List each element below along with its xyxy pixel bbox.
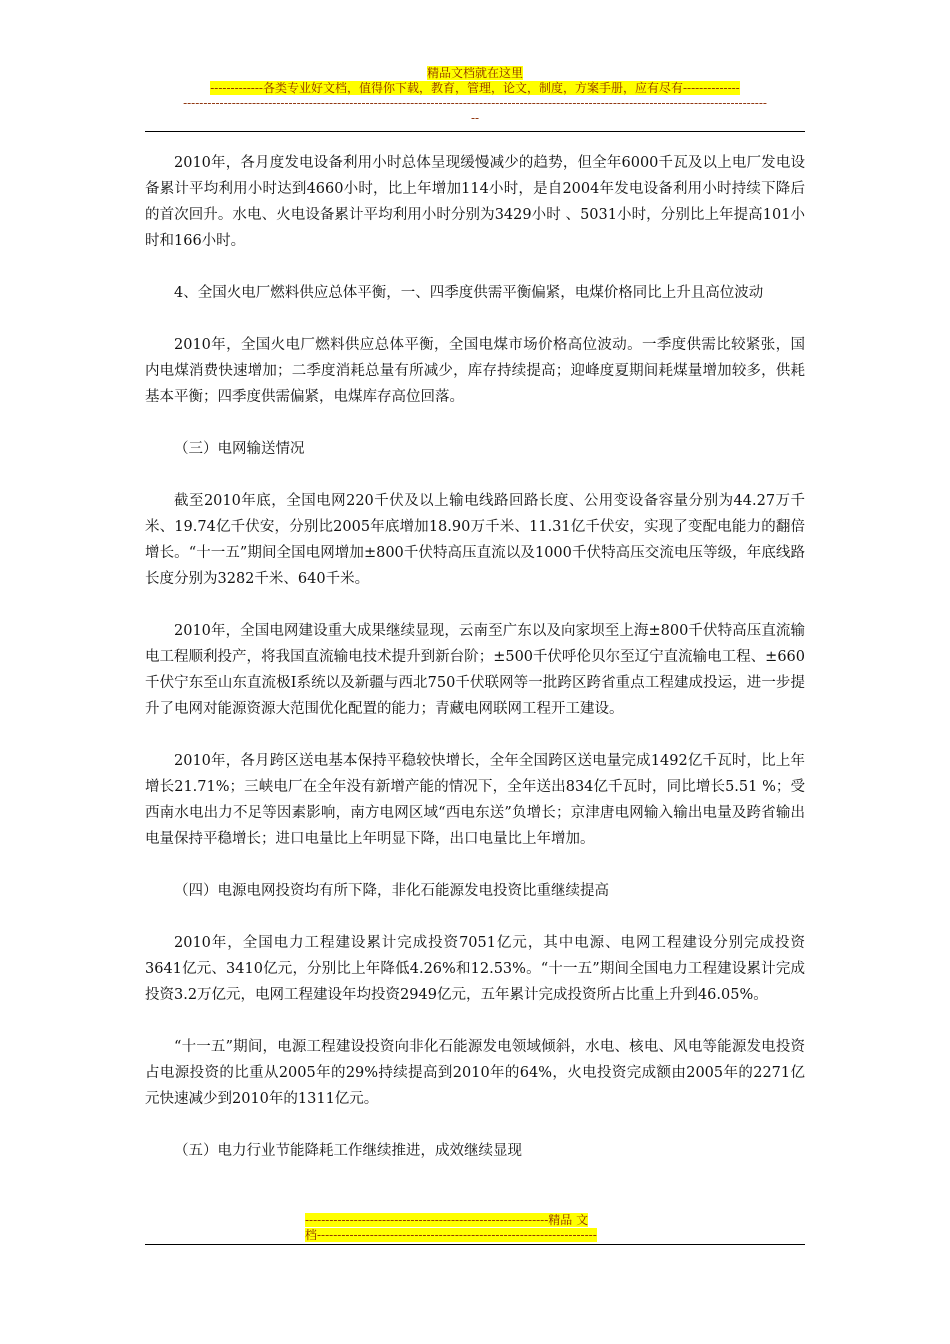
- paragraph-utilization-hours: 2010年，各月度发电设备利用小时总体呈现缓慢减少的趋势，但全年6000千瓦及以上电厂发电设备累计平均利用小时达到4660小时，比上年增加114小时，是自2004年发电设备利用小时持续下降后的首次回升。水电、火电设备累计平均利用小时分别为3429小时 、5031小时，分别比上年提高101小时和166小时。: [145, 155, 805, 249]
- heading-fuel-supply: 4、全国火电厂燃料供应总体平衡，一、四季度供需平衡偏紧，电煤价格同比上升且高位波动: [174, 285, 764, 301]
- page-footer: [145, 1213, 805, 1243]
- heading-energy-saving: （五）电力行业节能降耗工作继续推进，成效继续显现: [174, 1143, 522, 1159]
- paragraph-investment: 2010年，全国电力工程建设累计完成投资7051亿元，其中电源、电网工程建设分别完成投资3641亿元、3410亿元，分别比上年降低4.26%和12.53%。“十一五”期间全国电力工程建设累计完成投资3.2万亿元，电网工程建设年均投资2949亿元，五年累计完成投资所占比重上升到46.05%。: [145, 935, 805, 1003]
- paragraph-investment-shift: “十一五”期间，电源工程建设投资向非化石能源发电领域倾斜，水电、核电、风电等能源发电投资占电源投资的比重从2005年的29%持续提高到2010年的64%，火电投资完成额由2005年的2271亿元快速减少到2010年的1311亿元。: [145, 1039, 805, 1107]
- header-title: 精品文档就在这里: [426, 66, 523, 80]
- paragraph-fuel-supply: 2010年，全国火电厂燃料供应总体平衡，全国电煤市场价格高位波动。一季度供需比较紧张，国内电煤消费快速增加；二季度消耗总量有所减少，库存持续提高；迎峰度夏期间耗煤量增加较多，供耗基本平衡；四季度供需偏紧，电煤库存高位回落。: [145, 337, 805, 405]
- header-rule: [145, 131, 805, 132]
- page-header: [145, 66, 805, 126]
- document-body: [145, 150, 805, 1190]
- heading-investment: （四）电源电网投资均有所下降，非化石能源发电投资比重继续提高: [174, 883, 609, 899]
- paragraph-cross-region: 2010年，各月跨区送电基本保持平稳较快增长，全年全国跨区送电量完成1492亿千瓦时，比上年增长21.71%；三峡电厂在全年没有新增产能的情况下，全年送出834亿千瓦时，同比增长5.51 %；受西南水电出力不足等因素影响，南方电网区域“西电东送”负增长；京津唐电网输入输出电量及跨省输出电量保持平稳增长；进口电量比上年明显下降，出口电量比上年增加。: [145, 753, 805, 847]
- paragraph-grid-construction: 2010年，全国电网建设重大成果继续显现，云南至广东以及向家坝至上海±800千伏特高压直流输电工程顺利投产，将我国直流输电技术提升到新台阶；±500千伏呼伦贝尔至辽宁直流输电工程、±660千伏宁东至山东直流极Ⅰ系统以及新疆与西北750千伏联网等一批跨区跨省重点工程建成投运，进一步提升了电网对能源资源大范围优化配置的能力；青藏电网联网工程开工建设。: [145, 623, 805, 717]
- footer-line-2: 档---------------------------------------------------------------------: [305, 1228, 597, 1242]
- footer-rule: [145, 1244, 805, 1245]
- header-dash-line: ------------------------------------------------------------------------------------------------------------------------------------------------: [183, 96, 767, 110]
- heading-grid-transmission: （三）电网输送情况: [174, 441, 305, 457]
- paragraph-grid-length: 截至2010年底，全国电网220千伏及以上输电线路回路长度、公用变设备容量分别为44.27万千米、19.74亿千伏安，分别比2005年底增加18.90万千米、11.31亿千伏安，实现了变配电能力的翻倍增长。“十一五”期间全国电网增加±800千伏特高压直流以及1000千伏特高压交流电压等级，年底线路长度分别为3282千米、640千米。: [145, 493, 805, 587]
- footer-line-1: ------------------------------------------------------------精品 文: [305, 1213, 589, 1227]
- header-dash-tail: --: [470, 111, 480, 125]
- header-subtitle: -------------各类专业好文档，值得你下载，教育，管理，论文，制度，方案手册，应有尽有--------------: [210, 81, 740, 95]
